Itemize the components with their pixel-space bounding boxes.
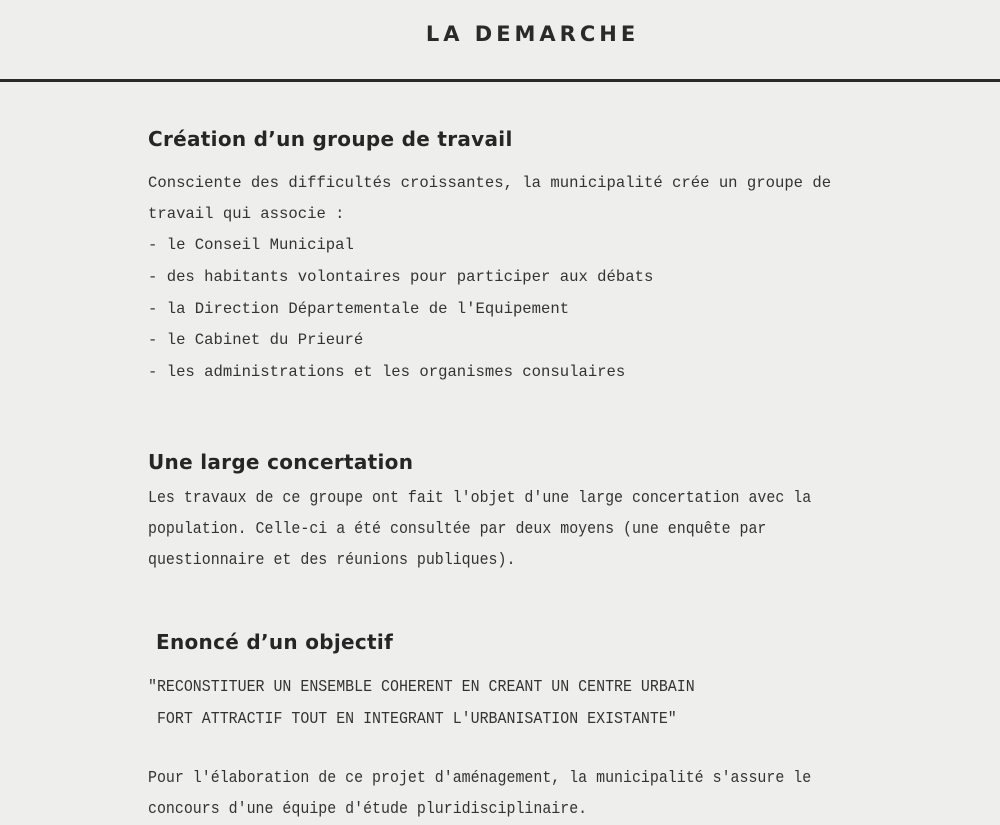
list-item: - les administrations et les organismes consulaires (148, 363, 626, 381)
paragraph-line: population. Celle-ci a été consultée par deux moyens (une enquête par (148, 519, 767, 538)
paragraph-line: concours d'une équipe d'étude pluridisciplinaire. (148, 799, 588, 818)
section-heading-concertation: Une large concertation (148, 450, 414, 474)
title-divider (0, 79, 1000, 82)
page-title: LA DEMARCHE (425, 22, 640, 46)
list-item: - des habitants volontaires pour participer aux débats (148, 268, 654, 286)
list-item: - la Direction Départementale de l'Equipement (148, 300, 570, 318)
section-heading-objectif: Enoncé d’un objectif (156, 630, 394, 654)
paragraph-line: travail qui associe : (148, 205, 345, 223)
list-item: - le Cabinet du Prieuré (148, 331, 364, 349)
section-heading-groupe-de-travail: Création d’un groupe de travail (148, 127, 513, 151)
paragraph-line: Les travaux de ce groupe ont fait l'objet d'une large concertation avec la (148, 488, 812, 507)
paragraph-line: Pour l'élaboration de ce projet d'aménagement, la municipalité s'assure le (148, 768, 812, 787)
objective-quote-line: "RECONSTITUER UN ENSEMBLE COHERENT EN CREANT UN CENTRE URBAIN (148, 677, 695, 696)
objective-quote-line: FORT ATTRACTIF TOUT EN INTEGRANT L'URBANISATION EXISTANTE" (148, 709, 677, 728)
paragraph-line: Consciente des difficultés croissantes, la municipalité crée un groupe de (148, 174, 832, 192)
list-item: - le Conseil Municipal (148, 236, 354, 254)
paragraph-line: questionnaire et des réunions publiques). (148, 550, 516, 569)
